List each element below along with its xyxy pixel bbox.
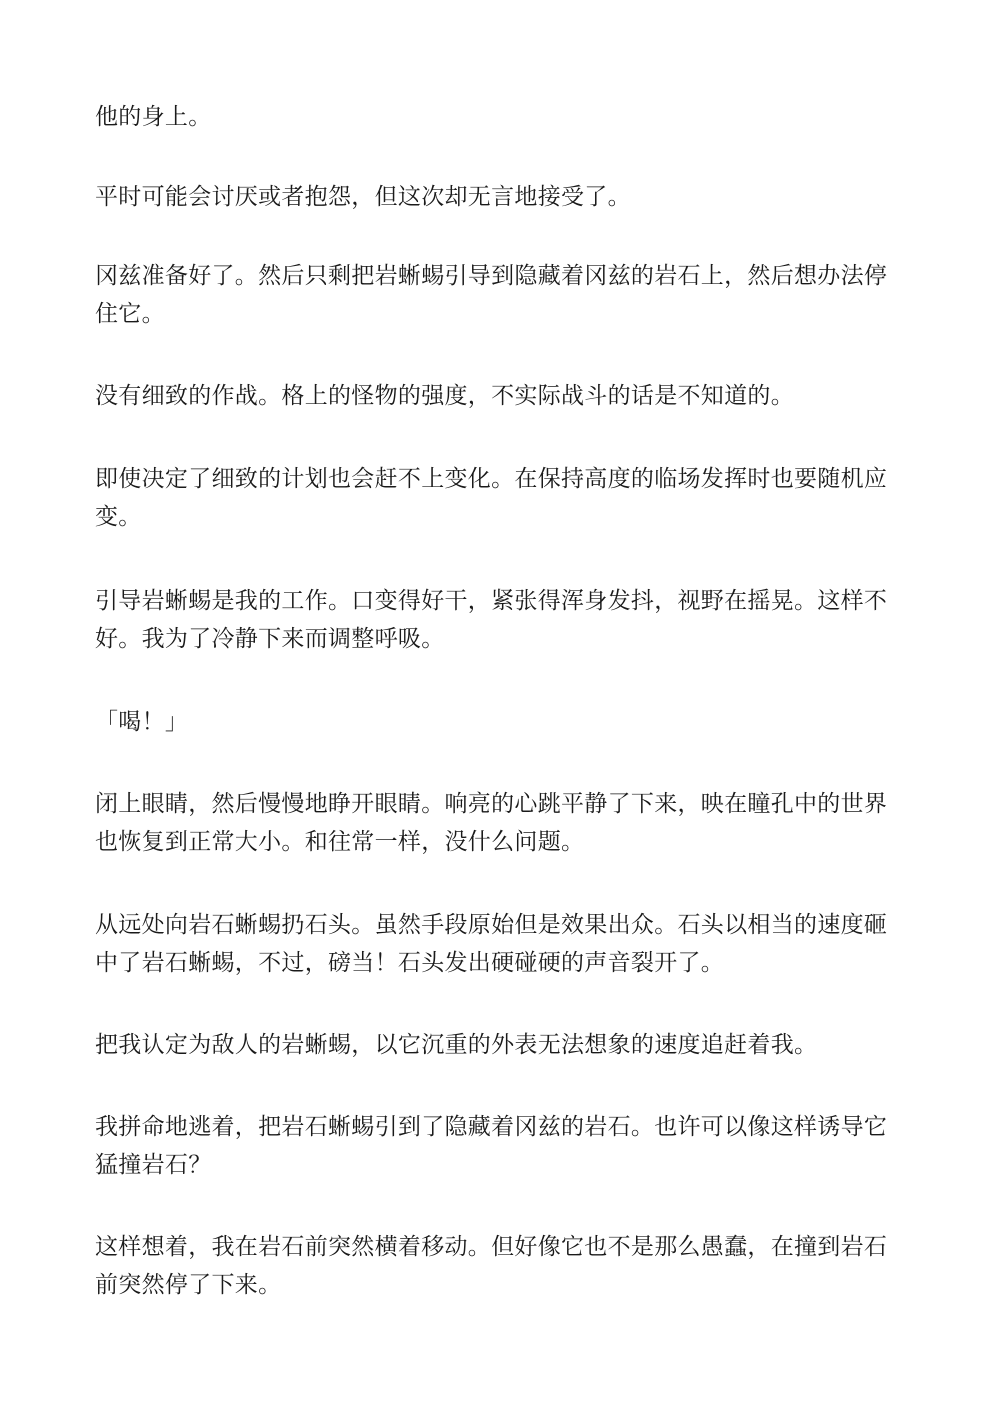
paragraph-4 <box>95 377 905 415</box>
text-line: 「喝！」 <box>95 709 189 735</box>
text-line: 他的身上。 <box>95 104 212 130</box>
paragraph-1 <box>95 98 905 136</box>
text-line: 也恢复到正常大小。和往常一样，没什么问题。 <box>95 829 585 855</box>
text-line: 猛撞岩石？ <box>95 1152 212 1178</box>
text-line: 冈兹准备好了。然后只剩把岩蜥蜴引导到隐藏着冈兹的岩石上，然后想办法停 <box>95 263 888 289</box>
text-line: 这样想着，我在岩石前突然横着移动。但好像它也不是那么愚蠢，在撞到岩石 <box>95 1234 888 1260</box>
paragraph-12 <box>95 1228 905 1304</box>
text-line: 变。 <box>95 504 142 530</box>
text-line: 中了岩石蜥蜴，不过，磅当！石头发出硬碰硬的声音裂开了。 <box>95 950 725 976</box>
text-line: 即使决定了细致的计划也会赶不上变化。在保持高度的临场发挥时也要随机应 <box>95 466 888 492</box>
paragraph-8 <box>95 785 905 861</box>
text-line: 好。我为了冷静下来而调整呼吸。 <box>95 626 445 652</box>
text-line: 前突然停了下来。 <box>95 1272 282 1298</box>
text-line: 引导岩蜥蜴是我的工作。口变得好干，紧张得浑身发抖，视野在摇晃。这样不 <box>95 588 888 614</box>
paragraph-2 <box>95 178 905 216</box>
paragraph-3 <box>95 257 905 333</box>
text-line: 平时可能会讨厌或者抱怨，但这次却无言地接受了。 <box>95 184 631 210</box>
text-line: 把我认定为敌人的岩蜥蜴，以它沉重的外表无法想象的速度追赶着我。 <box>95 1032 818 1058</box>
text-line: 闭上眼睛，然后慢慢地睁开眼睛。响亮的心跳平静了下来，映在瞳孔中的世界 <box>95 791 888 817</box>
text-line: 我拼命地逃着，把岩石蜥蜴引到了隐藏着冈兹的岩石。也许可以像这样诱导它 <box>95 1114 888 1140</box>
paragraph-9 <box>95 906 905 982</box>
text-line: 没有细致的作战。格上的怪物的强度，不实际战斗的话是不知道的。 <box>95 383 794 409</box>
paragraph-7 <box>95 703 905 741</box>
paragraph-5 <box>95 460 905 536</box>
text-line: 从远处向岩石蜥蜴扔石头。虽然手段原始但是效果出众。石头以相当的速度砸 <box>95 912 888 938</box>
paragraph-10 <box>95 1026 905 1064</box>
paragraph-11 <box>95 1108 905 1184</box>
text-line: 住它。 <box>95 301 165 327</box>
paragraph-6 <box>95 582 905 658</box>
